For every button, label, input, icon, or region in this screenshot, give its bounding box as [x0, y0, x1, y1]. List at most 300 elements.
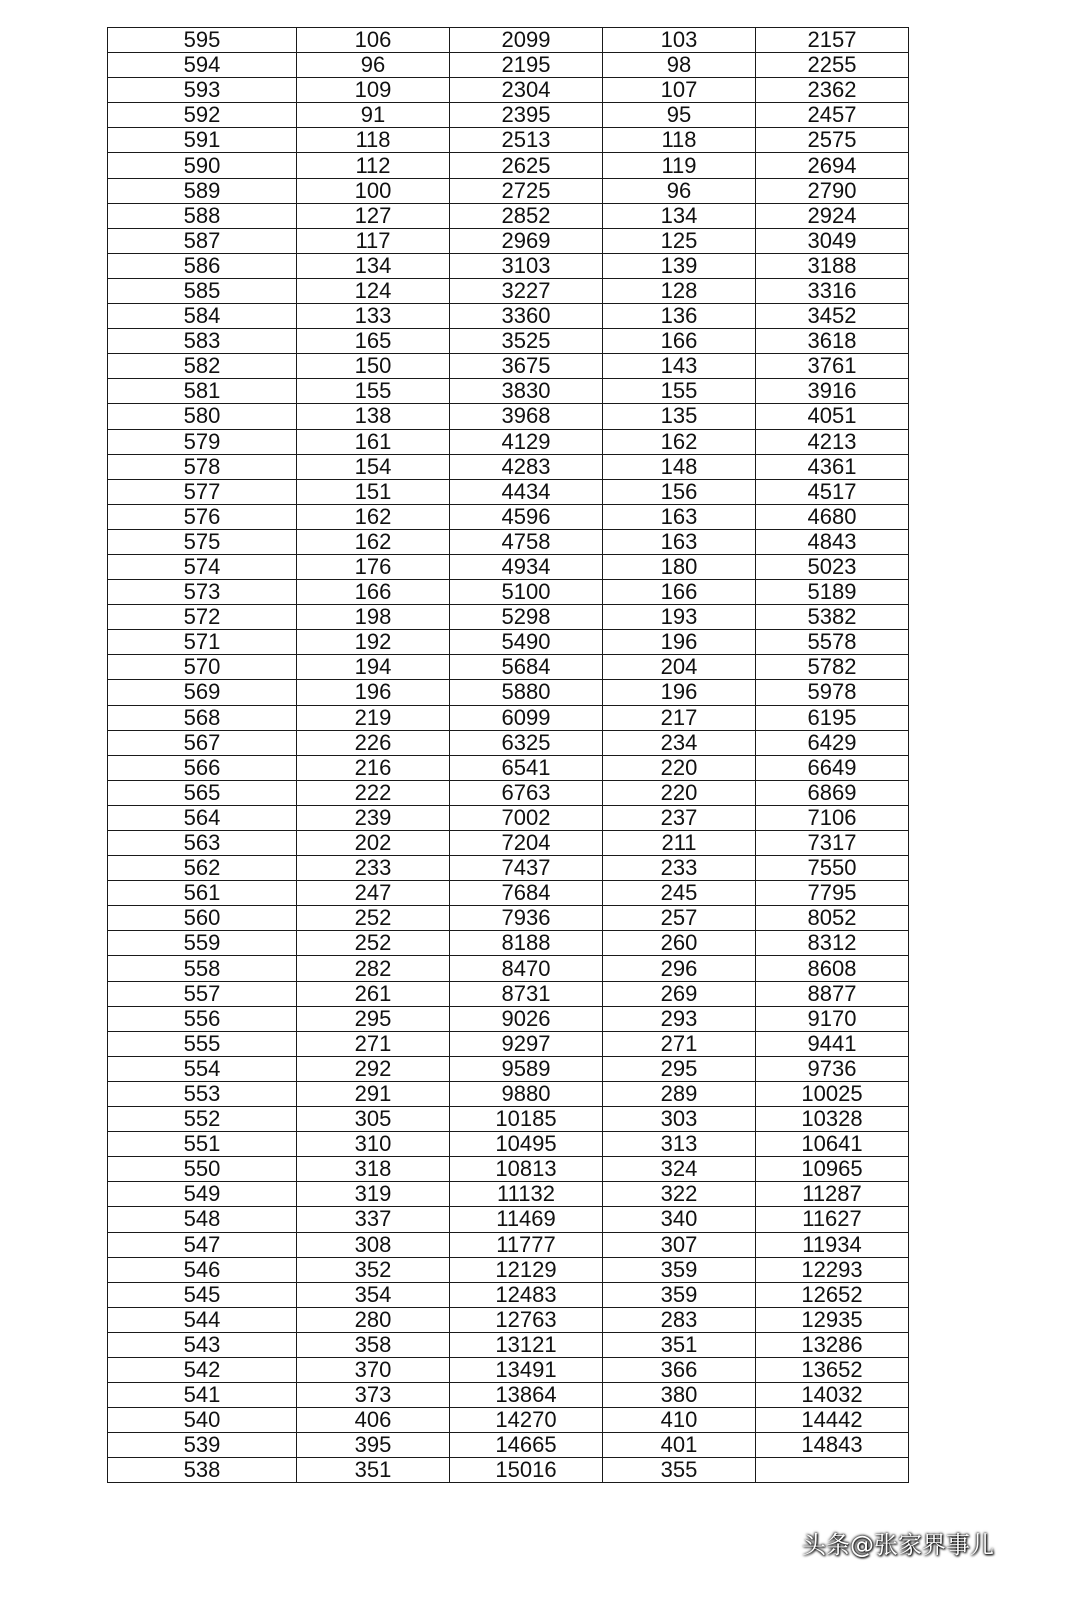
score-cell: 561 [108, 881, 297, 906]
table-row [108, 1282, 909, 1307]
cumulative-b-cell: 3049 [756, 228, 909, 253]
table-row [108, 780, 909, 805]
count-a-cell: 127 [297, 203, 450, 228]
cumulative-a-cell: 4934 [450, 554, 603, 579]
cumulative-b-cell: 14032 [756, 1383, 909, 1408]
count-b-cell: 233 [603, 856, 756, 881]
count-b-cell: 118 [603, 128, 756, 153]
count-b-cell: 359 [603, 1282, 756, 1307]
cumulative-a-cell: 9880 [450, 1081, 603, 1106]
table-row [108, 881, 909, 906]
cumulative-b-cell: 2575 [756, 128, 909, 153]
cumulative-a-cell: 4283 [450, 454, 603, 479]
table-row [108, 1332, 909, 1357]
table-row [108, 228, 909, 253]
cumulative-a-cell: 14665 [450, 1433, 603, 1458]
count-a-cell: 222 [297, 780, 450, 805]
cumulative-a-cell: 8731 [450, 981, 603, 1006]
count-b-cell: 303 [603, 1107, 756, 1132]
count-b-cell: 359 [603, 1257, 756, 1282]
cumulative-b-cell: 5978 [756, 680, 909, 705]
table-row [108, 705, 909, 730]
count-a-cell: 282 [297, 956, 450, 981]
cumulative-a-cell: 6763 [450, 780, 603, 805]
count-a-cell: 308 [297, 1232, 450, 1257]
table-row [108, 253, 909, 278]
table-row [108, 78, 909, 103]
score-cell: 582 [108, 354, 297, 379]
count-a-cell: 352 [297, 1257, 450, 1282]
cumulative-b-cell: 9441 [756, 1031, 909, 1056]
count-a-cell: 354 [297, 1282, 450, 1307]
cumulative-a-cell: 14270 [450, 1408, 603, 1433]
table-row [108, 931, 909, 956]
table-row [108, 1182, 909, 1207]
score-cell: 543 [108, 1332, 297, 1357]
table-row [108, 504, 909, 529]
count-b-cell: 193 [603, 605, 756, 630]
cumulative-b-cell: 10965 [756, 1157, 909, 1182]
cumulative-b-cell: 5189 [756, 580, 909, 605]
cumulative-a-cell: 4434 [450, 479, 603, 504]
table-row [108, 655, 909, 680]
count-b-cell: 295 [603, 1056, 756, 1081]
count-b-cell: 96 [603, 178, 756, 203]
cumulative-a-cell: 2852 [450, 203, 603, 228]
cumulative-b-cell: 7106 [756, 805, 909, 830]
count-b-cell: 107 [603, 78, 756, 103]
count-b-cell: 271 [603, 1031, 756, 1056]
cumulative-a-cell: 11777 [450, 1232, 603, 1257]
score-cell: 594 [108, 53, 297, 78]
count-a-cell: 161 [297, 429, 450, 454]
score-cell: 563 [108, 831, 297, 856]
cumulative-b-cell: 2362 [756, 78, 909, 103]
cumulative-a-cell: 4129 [450, 429, 603, 454]
table-row [108, 1232, 909, 1257]
count-b-cell: 103 [603, 28, 756, 53]
score-cell: 558 [108, 956, 297, 981]
table-row [108, 580, 909, 605]
cumulative-a-cell: 7204 [450, 831, 603, 856]
cumulative-a-cell: 2304 [450, 78, 603, 103]
count-a-cell: 138 [297, 404, 450, 429]
table-row [108, 1056, 909, 1081]
cumulative-a-cell: 12129 [450, 1257, 603, 1282]
count-b-cell: 324 [603, 1157, 756, 1182]
count-a-cell: 154 [297, 454, 450, 479]
table-row [108, 755, 909, 780]
count-a-cell: 192 [297, 630, 450, 655]
cumulative-a-cell: 13864 [450, 1383, 603, 1408]
count-b-cell: 119 [603, 153, 756, 178]
table-row [108, 479, 909, 504]
count-a-cell: 150 [297, 354, 450, 379]
count-b-cell: 163 [603, 504, 756, 529]
cumulative-b-cell: 2157 [756, 28, 909, 53]
count-a-cell: 291 [297, 1081, 450, 1106]
score-cell: 552 [108, 1107, 297, 1132]
count-a-cell: 373 [297, 1383, 450, 1408]
table-row [108, 605, 909, 630]
table-row [108, 379, 909, 404]
count-a-cell: 106 [297, 28, 450, 53]
count-b-cell: 313 [603, 1132, 756, 1157]
table-row [108, 28, 909, 53]
score-cell: 570 [108, 655, 297, 680]
cumulative-b-cell: 5382 [756, 605, 909, 630]
count-b-cell: 322 [603, 1182, 756, 1207]
count-b-cell: 143 [603, 354, 756, 379]
table-row [108, 278, 909, 303]
count-b-cell: 283 [603, 1307, 756, 1332]
table-row [108, 153, 909, 178]
count-a-cell: 91 [297, 103, 450, 128]
table-row [108, 1107, 909, 1132]
count-a-cell: 162 [297, 504, 450, 529]
cumulative-a-cell: 3103 [450, 253, 603, 278]
count-b-cell: 134 [603, 203, 756, 228]
count-b-cell: 380 [603, 1383, 756, 1408]
cumulative-b-cell: 2790 [756, 178, 909, 203]
cumulative-a-cell: 8188 [450, 931, 603, 956]
cumulative-a-cell: 5100 [450, 580, 603, 605]
cumulative-b-cell: 5023 [756, 554, 909, 579]
count-a-cell: 292 [297, 1056, 450, 1081]
count-a-cell: 100 [297, 178, 450, 203]
score-cell: 586 [108, 253, 297, 278]
count-b-cell: 204 [603, 655, 756, 680]
count-a-cell: 117 [297, 228, 450, 253]
score-cell: 562 [108, 856, 297, 881]
cumulative-a-cell: 3227 [450, 278, 603, 303]
count-b-cell: 401 [603, 1433, 756, 1458]
cumulative-b-cell: 6195 [756, 705, 909, 730]
table-row [108, 981, 909, 1006]
cumulative-a-cell: 7437 [450, 856, 603, 881]
table-row [108, 404, 909, 429]
count-b-cell: 162 [603, 429, 756, 454]
count-b-cell: 234 [603, 730, 756, 755]
count-b-cell: 148 [603, 454, 756, 479]
count-a-cell: 233 [297, 856, 450, 881]
cumulative-b-cell: 9736 [756, 1056, 909, 1081]
count-a-cell: 216 [297, 755, 450, 780]
score-cell: 560 [108, 906, 297, 931]
cumulative-a-cell: 9589 [450, 1056, 603, 1081]
score-cell: 576 [108, 504, 297, 529]
cumulative-b-cell: 13286 [756, 1332, 909, 1357]
count-b-cell: 220 [603, 755, 756, 780]
table-row [108, 128, 909, 153]
count-b-cell: 351 [603, 1332, 756, 1357]
count-b-cell: 98 [603, 53, 756, 78]
cumulative-b-cell: 4213 [756, 429, 909, 454]
table-row [108, 1383, 909, 1408]
cumulative-a-cell: 2395 [450, 103, 603, 128]
count-b-cell: 260 [603, 931, 756, 956]
cumulative-b-cell: 12293 [756, 1257, 909, 1282]
score-cell: 590 [108, 153, 297, 178]
table-row [108, 856, 909, 881]
score-cell: 588 [108, 203, 297, 228]
cumulative-a-cell: 5880 [450, 680, 603, 705]
cumulative-a-cell: 2513 [450, 128, 603, 153]
score-cell: 549 [108, 1182, 297, 1207]
count-a-cell: 358 [297, 1332, 450, 1357]
cumulative-b-cell: 3316 [756, 278, 909, 303]
count-a-cell: 319 [297, 1182, 450, 1207]
count-b-cell: 135 [603, 404, 756, 429]
cumulative-b-cell: 12652 [756, 1282, 909, 1307]
cumulative-a-cell: 2625 [450, 153, 603, 178]
table-row [108, 429, 909, 454]
count-a-cell: 252 [297, 906, 450, 931]
cumulative-b-cell: 9170 [756, 1006, 909, 1031]
count-b-cell: 211 [603, 831, 756, 856]
score-cell: 554 [108, 1056, 297, 1081]
cumulative-b-cell: 14843 [756, 1433, 909, 1458]
count-a-cell: 112 [297, 153, 450, 178]
score-cell: 553 [108, 1081, 297, 1106]
cumulative-b-cell: 4051 [756, 404, 909, 429]
score-cell: 547 [108, 1232, 297, 1257]
table-row [108, 178, 909, 203]
cumulative-a-cell: 2969 [450, 228, 603, 253]
score-cell: 564 [108, 805, 297, 830]
score-cell: 566 [108, 755, 297, 780]
table-row [108, 103, 909, 128]
table-row [108, 1132, 909, 1157]
count-b-cell: 293 [603, 1006, 756, 1031]
score-cell: 591 [108, 128, 297, 153]
cumulative-a-cell: 10495 [450, 1132, 603, 1157]
cumulative-b-cell: 3618 [756, 329, 909, 354]
table-row [108, 1207, 909, 1232]
cumulative-b-cell: 6429 [756, 730, 909, 755]
cumulative-b-cell [756, 1458, 909, 1483]
count-a-cell: 162 [297, 529, 450, 554]
cumulative-a-cell: 6541 [450, 755, 603, 780]
score-cell: 583 [108, 329, 297, 354]
score-cell: 544 [108, 1307, 297, 1332]
count-b-cell: 95 [603, 103, 756, 128]
table-row [108, 304, 909, 329]
cumulative-b-cell: 7550 [756, 856, 909, 881]
cumulative-a-cell: 10813 [450, 1157, 603, 1182]
cumulative-b-cell: 3761 [756, 354, 909, 379]
cumulative-a-cell: 12483 [450, 1282, 603, 1307]
count-a-cell: 124 [297, 278, 450, 303]
count-b-cell: 355 [603, 1458, 756, 1483]
cumulative-b-cell: 2255 [756, 53, 909, 78]
cumulative-a-cell: 3675 [450, 354, 603, 379]
cumulative-a-cell: 6325 [450, 730, 603, 755]
cumulative-b-cell: 8052 [756, 906, 909, 931]
cumulative-a-cell: 3525 [450, 329, 603, 354]
score-cell: 550 [108, 1157, 297, 1182]
table-row [108, 1433, 909, 1458]
count-b-cell: 289 [603, 1081, 756, 1106]
cumulative-a-cell: 12763 [450, 1307, 603, 1332]
count-a-cell: 165 [297, 329, 450, 354]
table-row [108, 805, 909, 830]
score-cell: 589 [108, 178, 297, 203]
score-cell: 579 [108, 429, 297, 454]
score-cell: 572 [108, 605, 297, 630]
count-b-cell: 196 [603, 680, 756, 705]
cumulative-a-cell: 6099 [450, 705, 603, 730]
cumulative-b-cell: 11627 [756, 1207, 909, 1232]
score-cell: 559 [108, 931, 297, 956]
count-a-cell: 194 [297, 655, 450, 680]
score-cell: 569 [108, 680, 297, 705]
count-b-cell: 128 [603, 278, 756, 303]
cumulative-b-cell: 4361 [756, 454, 909, 479]
cumulative-a-cell: 13121 [450, 1332, 603, 1357]
count-a-cell: 96 [297, 53, 450, 78]
cumulative-a-cell: 2195 [450, 53, 603, 78]
cumulative-a-cell: 2725 [450, 178, 603, 203]
count-b-cell: 237 [603, 805, 756, 830]
count-a-cell: 318 [297, 1157, 450, 1182]
cumulative-a-cell: 3360 [450, 304, 603, 329]
count-a-cell: 109 [297, 78, 450, 103]
score-cell: 577 [108, 479, 297, 504]
score-cell: 557 [108, 981, 297, 1006]
cumulative-b-cell: 11287 [756, 1182, 909, 1207]
score-cell: 581 [108, 379, 297, 404]
count-b-cell: 307 [603, 1232, 756, 1257]
score-cell: 567 [108, 730, 297, 755]
table-row [108, 203, 909, 228]
count-a-cell: 247 [297, 881, 450, 906]
count-a-cell: 351 [297, 1458, 450, 1483]
table-row [108, 956, 909, 981]
count-b-cell: 269 [603, 981, 756, 1006]
cumulative-a-cell: 9026 [450, 1006, 603, 1031]
table-row [108, 630, 909, 655]
cumulative-a-cell: 15016 [450, 1458, 603, 1483]
table-row [108, 554, 909, 579]
table-row [108, 730, 909, 755]
count-a-cell: 166 [297, 580, 450, 605]
count-a-cell: 305 [297, 1107, 450, 1132]
count-b-cell: 166 [603, 580, 756, 605]
cumulative-a-cell: 7002 [450, 805, 603, 830]
count-b-cell: 136 [603, 304, 756, 329]
table-row [108, 1257, 909, 1282]
count-a-cell: 151 [297, 479, 450, 504]
count-a-cell: 370 [297, 1357, 450, 1382]
count-b-cell: 257 [603, 906, 756, 931]
count-a-cell: 155 [297, 379, 450, 404]
table-row [108, 1081, 909, 1106]
count-a-cell: 406 [297, 1408, 450, 1433]
cumulative-a-cell: 13491 [450, 1357, 603, 1382]
cumulative-a-cell: 8470 [450, 956, 603, 981]
score-cell: 545 [108, 1282, 297, 1307]
count-b-cell: 139 [603, 253, 756, 278]
cumulative-b-cell: 2694 [756, 153, 909, 178]
count-b-cell: 155 [603, 379, 756, 404]
score-table-body [108, 28, 909, 1483]
count-b-cell: 125 [603, 228, 756, 253]
count-a-cell: 226 [297, 730, 450, 755]
cumulative-b-cell: 6649 [756, 755, 909, 780]
score-cell: 584 [108, 304, 297, 329]
count-a-cell: 295 [297, 1006, 450, 1031]
count-a-cell: 261 [297, 981, 450, 1006]
cumulative-b-cell: 10025 [756, 1081, 909, 1106]
table-row [108, 454, 909, 479]
count-b-cell: 163 [603, 529, 756, 554]
table-row [108, 1408, 909, 1433]
table-row [108, 1006, 909, 1031]
cumulative-a-cell: 5684 [450, 655, 603, 680]
count-b-cell: 196 [603, 630, 756, 655]
count-a-cell: 219 [297, 705, 450, 730]
table-row [108, 831, 909, 856]
cumulative-b-cell: 8608 [756, 956, 909, 981]
count-b-cell: 410 [603, 1408, 756, 1433]
cumulative-b-cell: 6869 [756, 780, 909, 805]
cumulative-a-cell: 11132 [450, 1182, 603, 1207]
count-b-cell: 166 [603, 329, 756, 354]
cumulative-b-cell: 4843 [756, 529, 909, 554]
count-b-cell: 366 [603, 1357, 756, 1382]
cumulative-b-cell: 4517 [756, 479, 909, 504]
score-cell: 595 [108, 28, 297, 53]
cumulative-a-cell: 2099 [450, 28, 603, 53]
score-cell: 542 [108, 1357, 297, 1382]
cumulative-a-cell: 11469 [450, 1207, 603, 1232]
count-b-cell: 156 [603, 479, 756, 504]
cumulative-a-cell: 10185 [450, 1107, 603, 1132]
cumulative-b-cell: 13652 [756, 1357, 909, 1382]
cumulative-a-cell: 7936 [450, 906, 603, 931]
count-b-cell: 180 [603, 554, 756, 579]
cumulative-b-cell: 3452 [756, 304, 909, 329]
score-cell: 573 [108, 580, 297, 605]
score-cell: 587 [108, 228, 297, 253]
cumulative-b-cell: 11934 [756, 1232, 909, 1257]
score-cell: 565 [108, 780, 297, 805]
cumulative-a-cell: 3830 [450, 379, 603, 404]
score-cell: 578 [108, 454, 297, 479]
cumulative-b-cell: 8877 [756, 981, 909, 1006]
cumulative-b-cell: 10328 [756, 1107, 909, 1132]
score-cell: 551 [108, 1132, 297, 1157]
cumulative-a-cell: 7684 [450, 881, 603, 906]
cumulative-b-cell: 12935 [756, 1307, 909, 1332]
cumulative-b-cell: 3916 [756, 379, 909, 404]
cumulative-a-cell: 3968 [450, 404, 603, 429]
cumulative-b-cell: 7795 [756, 881, 909, 906]
score-cell: 556 [108, 1006, 297, 1031]
score-cell: 555 [108, 1031, 297, 1056]
cumulative-a-cell: 4596 [450, 504, 603, 529]
cumulative-b-cell: 7317 [756, 831, 909, 856]
count-a-cell: 271 [297, 1031, 450, 1056]
table-row [108, 906, 909, 931]
count-a-cell: 176 [297, 554, 450, 579]
count-b-cell: 296 [603, 956, 756, 981]
score-table [107, 27, 909, 1483]
score-cell: 541 [108, 1383, 297, 1408]
watermark: 头条@张家界事儿 [802, 1531, 994, 1559]
score-cell: 538 [108, 1458, 297, 1483]
